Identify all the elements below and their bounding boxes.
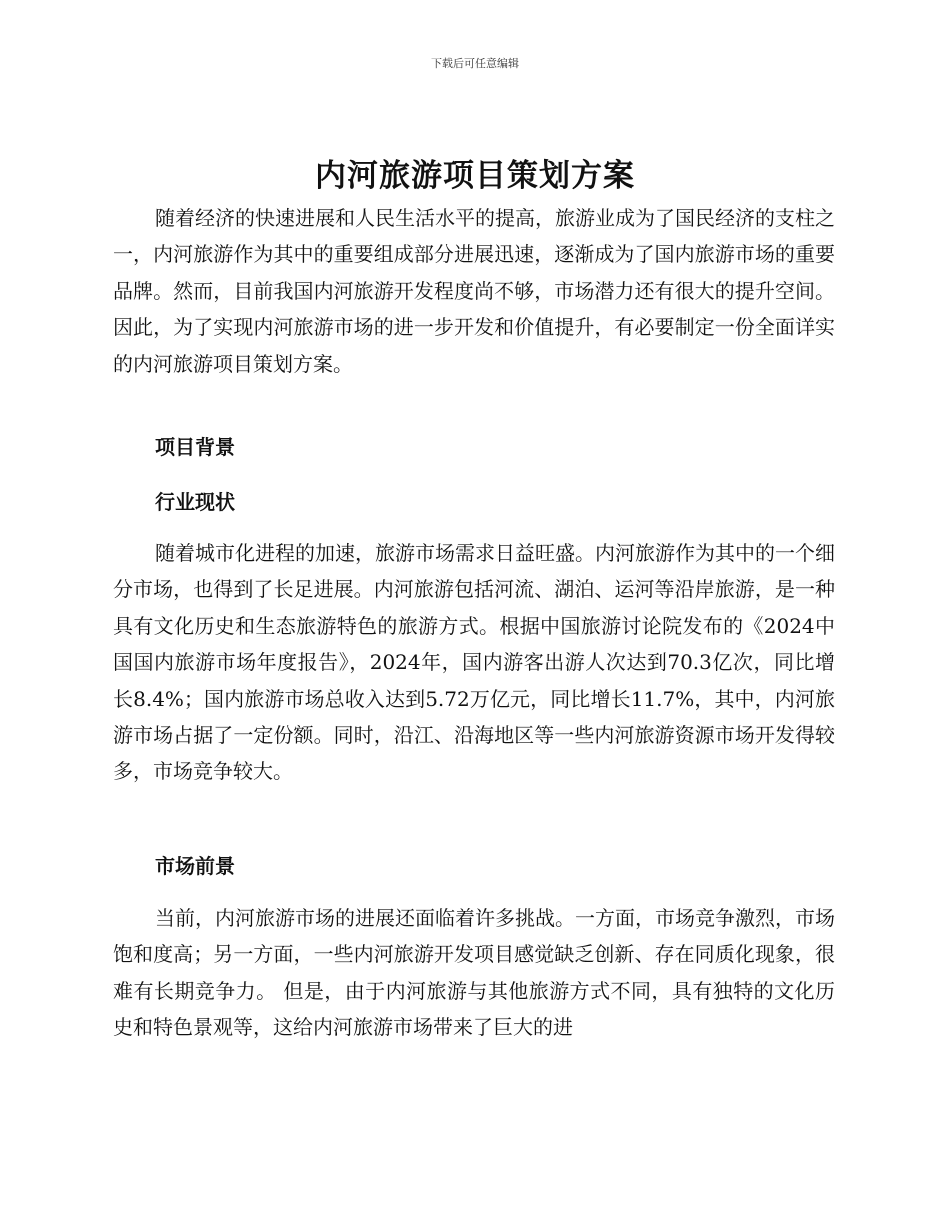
section-heading-industry: 行业现状 — [155, 490, 235, 514]
market-paragraph: 当前，内河旅游市场的进展还面临着许多挑战。一方面，市场竞争激烈，市场饱和度高；另一方面，一些内河旅游开发项目感觉缺乏创新、存在同质化现象，很难有长期竞争力。 但是，由于内河旅游与其他旅游方式不同，具有独特的文化历史和特色景观等，这给内河旅游市场带来了巨大的进 — [113, 906, 835, 1040]
header-note: 下载后可任意编辑 — [431, 57, 519, 70]
intro-paragraph: 随着经济的快速进展和人民生活水平的提高，旅游业成为了国民经济的支柱之一，内河旅游作为其中的重要组成部分进展迅速，逐渐成为了国内旅游市场的重要品牌。然而，目前我国内河旅游开发程度尚不够，市场潜力还有很大的提升空间。因此，为了实现内河旅游市场的进一步开发和价值提升，有必要制定一份全面详实的内河旅游项目策划方案。 — [113, 206, 835, 376]
page-title: 内河旅游项目策划方案 — [315, 158, 635, 194]
section-heading-market: 市场前景 — [155, 854, 235, 878]
industry-paragraph: 随着城市化进程的加速，旅游市场需求日益旺盛。内河旅游作为其中的一个细分市场，也得到了长足进展。内河旅游包括河流、湖泊、运河等沿岸旅游，是一种具有文化历史和生态旅游特色的旅游方式。根据中国旅游讨论院发布的《2024中国国内旅游市场年度报告》，2024年，国内游客出游人次达到70.3亿次，同比增长8.4%；国内旅游市场总收入达到5.72万亿元，同比增长11.7%，其中，内河旅游市场占据了一定份额。同时，沿江、沿海地区等一些内河旅游资源市场开发得较多，市场竞争较大。 — [113, 541, 835, 784]
section-heading-background: 项目背景 — [155, 435, 235, 459]
